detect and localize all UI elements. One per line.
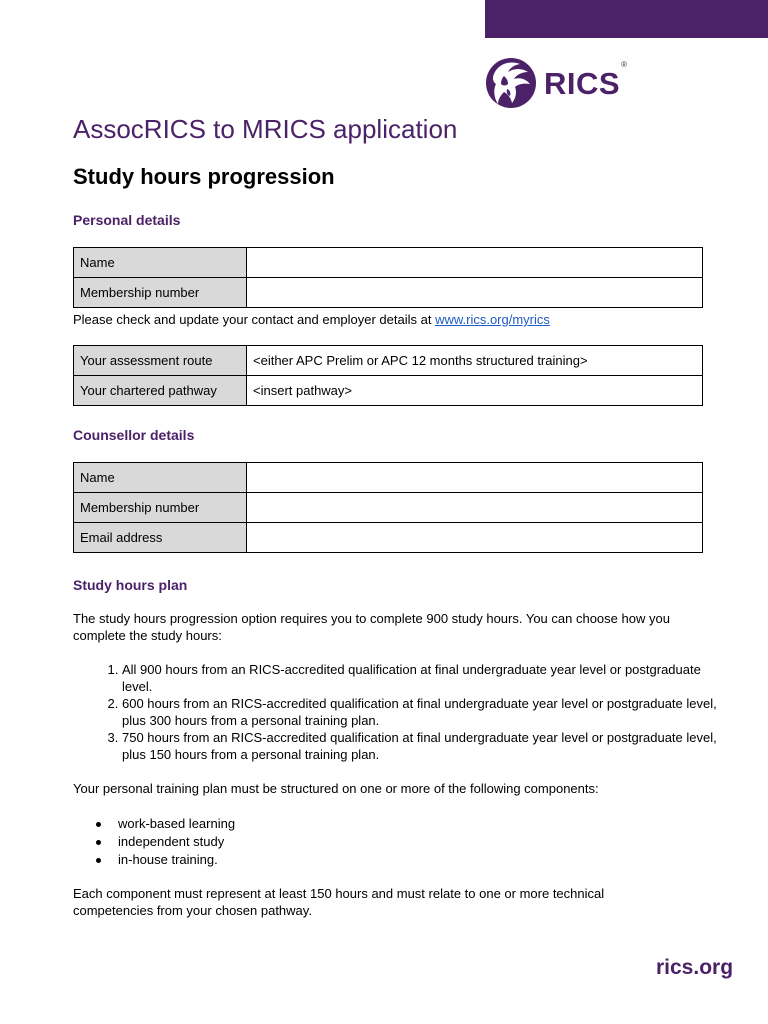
name-label: Name <box>74 248 247 278</box>
study-hours-plan-heading: Study hours plan <box>73 577 188 593</box>
list-item: 2. 600 hours from an RICS-accredited qualification at final undergraduate year level or postgraduate level, plus 300 hours from a personal training plan. <box>122 695 722 729</box>
table-row <box>74 346 703 376</box>
header-accent-bar <box>485 0 768 38</box>
chartered-pathway-label: Your chartered pathway <box>74 376 247 406</box>
counsellor-details-heading: Counsellor details <box>73 427 195 443</box>
table-row <box>74 248 703 278</box>
bullet-icon <box>96 858 101 863</box>
counsellor-membership-label: Membership number <box>74 493 247 523</box>
page-title: AssocRICS to MRICS application <box>73 114 458 144</box>
table-row <box>74 523 703 553</box>
bullet-icon <box>96 840 101 845</box>
lion-head-icon <box>484 56 538 110</box>
note-text: Please check and update your contact and employer details at <box>73 312 436 327</box>
counsellor-name-label: Name <box>74 463 247 493</box>
membership-number-label: Membership number <box>74 278 247 308</box>
list-item: in-house training. <box>118 851 235 869</box>
table-row <box>74 278 703 308</box>
name-field[interactable] <box>247 248 703 278</box>
page-subtitle: Study hours progression <box>73 164 335 189</box>
counsellor-name-field[interactable] <box>247 463 703 493</box>
counsellor-membership-field[interactable] <box>247 493 703 523</box>
counsellor-details-table <box>73 462 703 553</box>
table-row <box>74 376 703 406</box>
contact-update-note <box>73 312 550 328</box>
membership-number-field[interactable] <box>247 278 703 308</box>
chartered-pathway-field[interactable]: <insert pathway> <box>247 376 703 406</box>
personal-details-table <box>73 247 703 308</box>
assessment-route-field[interactable]: <either APC Prelim or APC 12 months structured training> <box>247 346 703 376</box>
study-hours-intro: The study hours progression option requires you to complete 900 study hours. You can choose how you complete the study hours: <box>73 611 670 643</box>
registered-mark: ® <box>621 60 627 69</box>
list-item: independent study <box>118 833 235 851</box>
footer-url: rics.org <box>656 956 734 979</box>
study-hours-options <box>73 661 722 763</box>
components-intro: Your personal training plan must be structured on one or more of the following components: <box>73 781 599 796</box>
logo-wordmark: RICS <box>544 65 621 101</box>
table-row <box>74 493 703 523</box>
list-item: 3. 750 hours from an RICS-accredited qualification at final undergraduate year level or postgraduate level, plus 150 hours from a personal training plan. <box>122 729 722 763</box>
components-list <box>73 815 235 869</box>
components-closing: Each component must represent at least 150 hours and must relate to one or more technical competencies from your chosen pathway. <box>73 886 605 918</box>
assessment-table <box>73 345 703 406</box>
myrics-link[interactable]: www.rics.org/myrics <box>435 312 550 327</box>
bullet-icon <box>96 822 101 827</box>
personal-details-heading: Personal details <box>73 212 181 228</box>
counsellor-email-field[interactable] <box>247 523 703 553</box>
list-item: work-based learning <box>118 815 235 833</box>
table-row <box>74 463 703 493</box>
assessment-route-label: Your assessment route <box>74 346 247 376</box>
list-item: 1. All 900 hours from an RICS-accredited qualification at final undergraduate year level or postgraduate level. <box>122 661 722 695</box>
rics-logo <box>484 56 627 110</box>
counsellor-email-label: Email address <box>74 523 247 553</box>
